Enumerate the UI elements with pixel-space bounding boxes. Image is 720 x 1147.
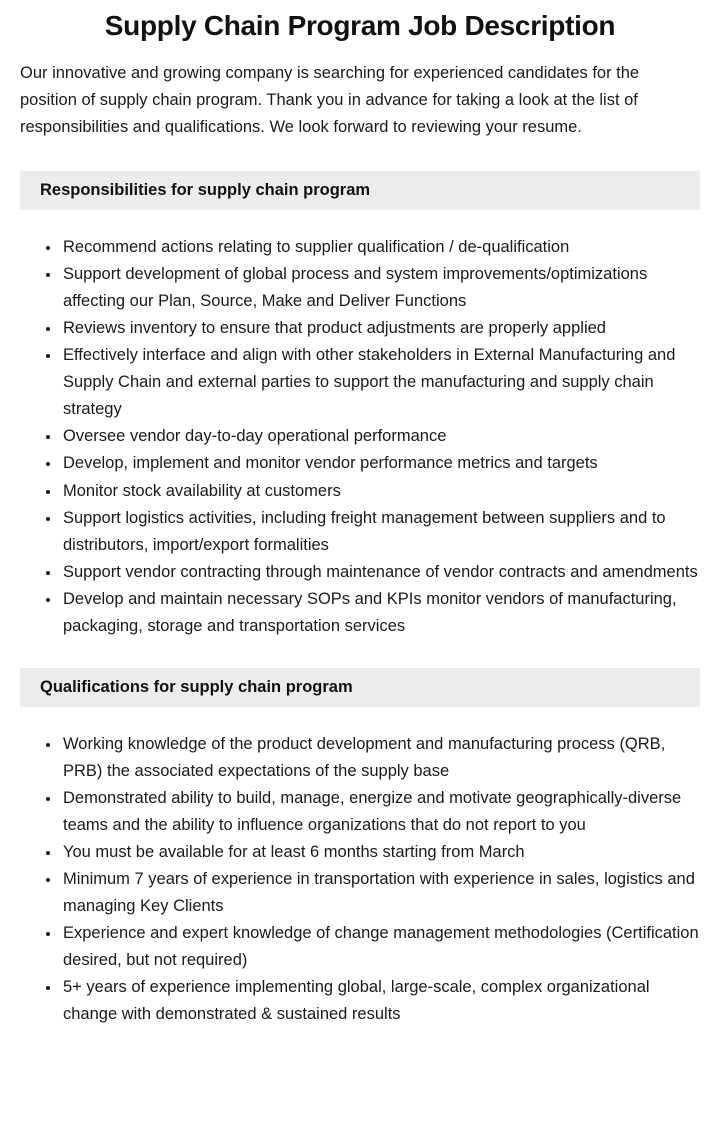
list-item: • Reviews inventory to ensure that product adjustments are properly applied [61, 315, 700, 342]
list-item: • Develop and maintain necessary SOPs and KPIs monitor vendors of manufacturing, packaging, storage and transportation services [61, 586, 700, 640]
list-item: • Minimum 7 years of experience in transportation with experience in sales, logistics and managing Key Clients [61, 866, 700, 920]
qualifications-list [20, 731, 700, 1029]
intro-paragraph: Our innovative and growing company is searching for experienced candidates for the position of supply chain program. Thank you in advance for taking a look at the list of responsibilities and qualifications. We look forward to reviewing your resume. [20, 64, 640, 137]
responsibilities-list [20, 234, 700, 640]
section-heading-responsibilities [20, 171, 700, 210]
list-item: • Recommend actions relating to supplier qualification / de-qualification [61, 234, 700, 261]
list-item: • Support logistics activities, including freight management between suppliers and to distributors, import/export formalities [61, 505, 700, 559]
list-item: • 5+ years of experience implementing global, large-scale, complex organizational change with demonstrated & sustained results [61, 974, 700, 1028]
list-item: • Demonstrated ability to build, manage, energize and motivate geographically-diverse teams and the ability to influence organizations that do not report to you [61, 785, 700, 839]
section-heading-label: Qualifications for supply chain program [40, 677, 353, 696]
section-heading-label: Responsibilities for supply chain program [40, 181, 371, 200]
list-item: • Working knowledge of the product development and manufacturing process (QRB, PRB) the associated expectations of the supply base [61, 731, 700, 785]
list-item: • Support development of global process and system improvements/optimizations affecting our Plan, Source, Make and Deliver Functions [61, 261, 700, 315]
list-item: • Develop, implement and monitor vendor performance metrics and targets [61, 450, 700, 477]
list-item: • Monitor stock availability at customers [61, 478, 700, 505]
job-description-page [0, 10, 720, 1028]
list-item: • Support vendor contracting through maintenance of vendor contracts and amendments [61, 559, 700, 586]
list-item: • Effectively interface and align with other stakeholders in External Manufacturing and Supply Chain and external parties to support the manufacturing and supply chain strategy [61, 342, 700, 423]
page-title: Supply Chain Program Job Description [104, 10, 616, 41]
list-item: • Oversee vendor day-to-day operational performance [61, 423, 700, 450]
list-item: • You must be available for at least 6 months starting from March [61, 839, 700, 866]
list-item: • Experience and expert knowledge of change management methodologies (Certification desired, but not required) [61, 920, 700, 974]
section-heading-qualifications [20, 668, 700, 707]
